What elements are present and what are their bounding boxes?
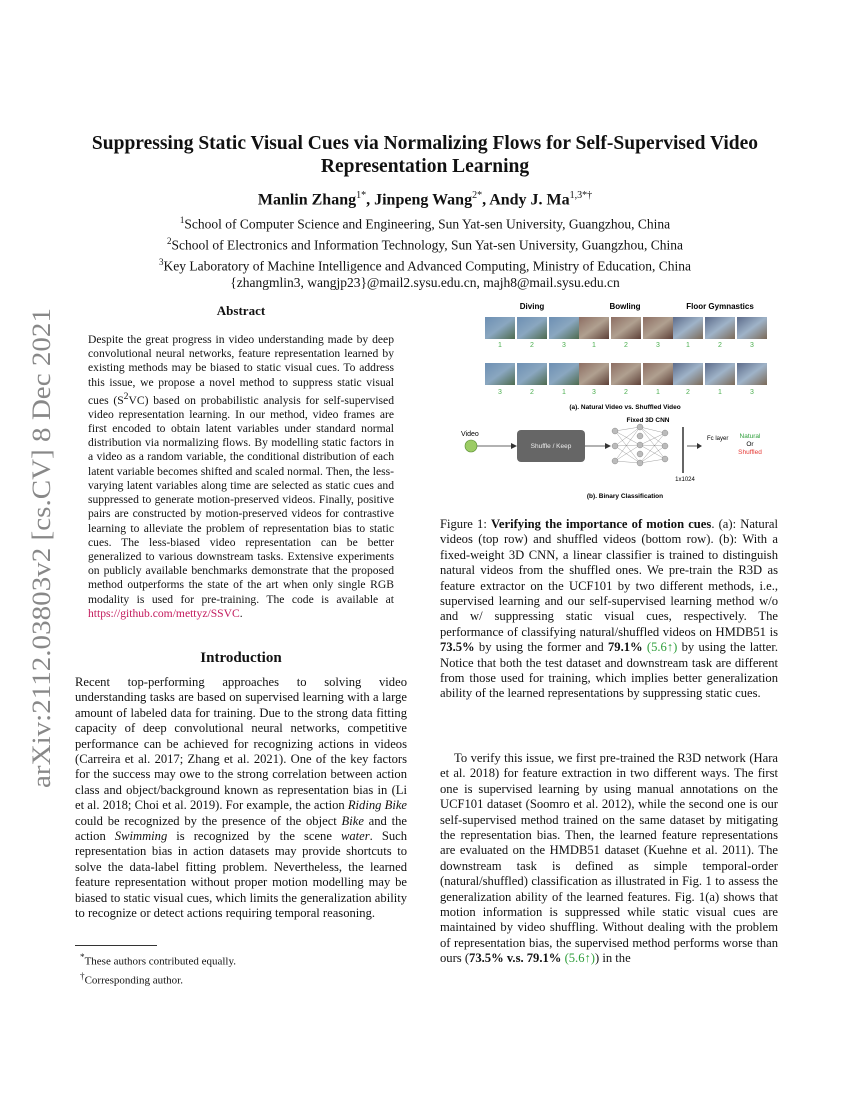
arxiv-id: arXiv:2112.03803v2 [cs.CV] 8 Dec 2021 xyxy=(27,358,56,788)
shuffled-label: Shuffled xyxy=(738,449,762,456)
svg-text:1: 1 xyxy=(656,389,660,396)
author-name: Jinpeng Wang xyxy=(374,191,473,209)
affiliations xyxy=(60,212,790,292)
row1-frame-numbers xyxy=(498,342,754,349)
svg-text:2: 2 xyxy=(530,389,534,396)
paper-title: Suppressing Static Visual Cues via Normalizing Flows for Self-Supervised Video Representation Learning xyxy=(91,133,759,177)
fc-label: Fc layer xyxy=(707,436,729,442)
natural-label: Natural xyxy=(739,433,761,440)
author-mark: 1,3*† xyxy=(569,190,593,201)
section-heading-introduction: Introduction xyxy=(200,650,282,666)
subfig-b-label: (b). Binary Classification xyxy=(586,493,664,500)
svg-text:Shuffle / Keep: Shuffle / Keep xyxy=(530,443,572,450)
author-mark: 2* xyxy=(472,190,483,201)
video-dot xyxy=(465,440,477,452)
affiliation: $^3$Key Laboratory of Machine Intelligence and Advanced Computing, Ministry of Education, China xyxy=(159,257,691,274)
natural-video-frames xyxy=(485,317,767,339)
svg-text:1: 1 xyxy=(686,342,690,349)
emails: {zhangmlin3, wangjp23}@mail2.sysu.edu.cn, majh8@mail.sysu.edu.cn xyxy=(230,275,620,290)
svg-text:3: 3 xyxy=(562,342,566,349)
svg-text:1: 1 xyxy=(498,342,502,349)
subfig-a-label: (a). Natural Video vs. Shuffled Video xyxy=(569,404,681,411)
author-name: Andy J. Ma xyxy=(489,191,570,209)
fig-col-label: Bowling xyxy=(609,302,641,311)
arxiv-stamp xyxy=(14,298,64,798)
author-list: Manlin Zhang$^{1*}$, Jinpeng Wang$^{2*}$, Andy J. $Ma^{1,3*\dagger}$ xyxy=(257,190,593,209)
svg-text:1: 1 xyxy=(562,389,566,396)
svg-text:1: 1 xyxy=(592,342,596,349)
row2-frame-numbers xyxy=(498,389,754,396)
svg-text:2: 2 xyxy=(624,389,628,396)
or-label: Or xyxy=(746,441,754,448)
svg-text:3: 3 xyxy=(656,342,660,349)
svg-text:1: 1 xyxy=(718,389,722,396)
svg-text:3: 3 xyxy=(592,389,596,396)
affiliation: $^2$School of Electronics and Information Technology, Sun Yat-sen University, Guangzhou, China xyxy=(167,236,683,253)
footnote: *These authors contributed equally. xyxy=(80,952,236,968)
shuffled-video-frames xyxy=(485,363,767,385)
figure-1-caption: Figure 1: Verifying the importance of motion cues. (a): Natural videos (top row) and shuffled videos (bottom row). (b): With a fixed-weight 3D CNN, a linear classifier is trained to distinguish natural videos from the shuffled ones. We pre-train the R3D as feature extractor on the UCF101 by two different methods, i.e., supervised learning and our self-supervised learning method w/o and w/ suppressing static visual cues, respectively. The performance of classifying natural/shuffled videos on HMDB51 is 73.5% by using the former and 79.1% (5.6↑) by using the latter. Notice that both the test dataset and downstream task are different from those used for training, which implies better generalization ability of the learned representations by suppressing static cues. xyxy=(440,517,779,701)
svg-text:3: 3 xyxy=(750,389,754,396)
cnn-label: Fixed 3D CNN xyxy=(626,417,670,424)
author-mark: 1* xyxy=(356,190,367,201)
cnn-network xyxy=(612,424,668,466)
svg-text:2: 2 xyxy=(624,342,628,349)
introduction-paragraph: Recent top-performing approaches to solving video understanding tasks are based on supervised learning with a large amount of labeled data for training. Due to the strong data fitting capacity of deep convolutional neural networks, competitive performance can be achieved for recognizing actions in videos (Carreira et al. 2017; Zhang et al. 2021). One of the key factors for the success may owe to the strong correlation between action class and object/background known as representation bias in (Li et al. 2018; Choi et al. 2019). For example, the action Riding Bike could be recognized by the presence of the object Bike and the action Swimming is recognized by the scene water. Such representation bias in action datasets may provide shortcuts to solve the data-label fitting problem. Nevertheless, the learned feature representation without proper motion modelling may be biased to static visual cues, which limits the generalization ability to recognize or detect actions requiring temporal reasoning. xyxy=(75,675,408,921)
abstract-heading: Abstract xyxy=(216,303,266,318)
footnote: †Corresponding author. xyxy=(80,970,183,987)
svg-text:2: 2 xyxy=(686,389,690,396)
figure-1 xyxy=(445,295,775,505)
code-link[interactable]: https://github.com/mettyz/SSVC xyxy=(88,606,240,620)
footnote-rule xyxy=(75,945,157,946)
feature-dim: 1x1024 xyxy=(675,477,695,483)
abstract-body: Despite the great progress in video understanding made by deep convolutional neural networks, feature representation learned by existing methods may be biased to static visual cues. To address this issue, we propose a novel method to suppress static visual cues $(S^2VC)$ based on probabilistic analysis for self-supervised video representation learning. In our method, video frames are first encoded to obtain latent variables under standard normal distribution via normalizing flows. By modelling static factors in a video as a random variable, the conditional distribution of each latent variable becomes shifted and scaled normal. Then, the less-varying latent variables along time are selected as static cues and suppressed to generate motion-preserved videos. Finally, positive pairs are constructed by motion-preserved videos for contrastive learning to alleviate the problem of representation bias to static cues. The less-biased video representation can be better generalized to various downstream tasks. Extensive experiments on publicly available benchmarks demonstrate that the proposed method outperforms the state of the art when only single RGB modality is used for pre-training. The code is available at https://github.com/mettyz/SSVC. xyxy=(88,333,394,620)
body-paragraph: To verify this issue, we first pre-trained the R3D network (Hara et al. 2018) for feature extraction in two different ways. The first one is supervised learning by using manual annotations on the UCF101 dataset (Soomro et al. 2012), while the second one is our self-supervised method trained on the same dataset by mitigating the representation bias. Then, the learned feature representations are evaluated on the HMDB51 dataset (Kuehne et al. 2011). The downstream task is defined as simple temporal-order (natural/shuffled) classification as illustrated in Fig. 1 to assess the generalization ability of the learned features. Fig. 1(a) shows that motion information is suppressed while static visual cues are maintained by video shuffling. Without dealing with the problem of representation bias, the supervised method performs worse than ours (73.5% v.s. 79.1% (5.6↑)) in the xyxy=(440,751,778,966)
fig-col-label: Diving xyxy=(519,302,545,311)
svg-text:3: 3 xyxy=(498,389,502,396)
footnotes xyxy=(80,950,400,987)
author-name: Manlin Zhang xyxy=(257,191,357,209)
video-label: Video xyxy=(461,431,479,438)
affiliation: $^1$School of Computer Science and Engineering, Sun Yat-sen University, Guangzhou, China xyxy=(179,215,671,232)
svg-text:2: 2 xyxy=(718,342,722,349)
svg-text:2: 2 xyxy=(530,342,534,349)
fig-col-label: Floor Gymnastics xyxy=(686,302,754,311)
svg-text:3: 3 xyxy=(750,342,754,349)
